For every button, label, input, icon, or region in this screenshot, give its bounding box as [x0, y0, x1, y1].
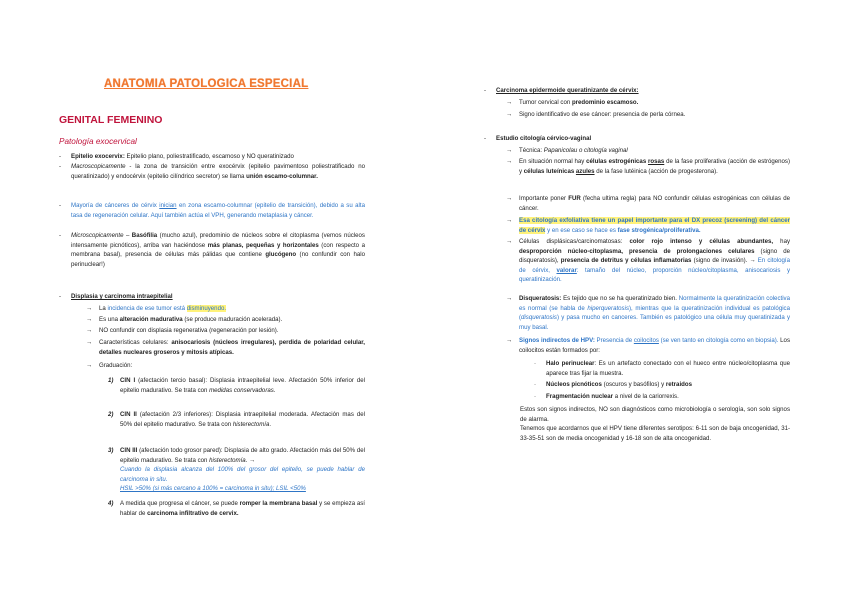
arrow-icon: →: [506, 158, 513, 165]
grade-number: 4): [108, 500, 114, 507]
dash-bullet: -: [59, 163, 62, 170]
item-blue-italic: disqueratosis: [521, 314, 557, 322]
item-italic: Papanicolau o citología vaginal: [543, 147, 628, 154]
arrow-icon: →: [506, 295, 513, 302]
page-title: ANATOMIA PATOLOGICA ESPECIAL: [104, 78, 309, 90]
item-blue-text: ), mientras que la queratinización individual es patológica (: [519, 304, 790, 322]
item-blue-text: (se ven tanto en citología como en biopsia).: [658, 337, 779, 344]
item-bold: FUR: [568, 195, 581, 202]
item-bold: desproporción núcleo-citoplasma, presencia de prolongaciones celulares: [519, 247, 755, 255]
carcinoma-heading: [484, 86, 790, 96]
arrow-icon: →: [506, 238, 513, 245]
grade-italic: histerectomía: [209, 456, 246, 464]
item-bold: células luteínicas: [523, 167, 576, 175]
item-blue-text: En citología de cérvix,: [519, 257, 791, 274]
arrow-icon: →: [86, 327, 93, 334]
dash-bullet: -: [59, 293, 62, 300]
arrow-item-alteracion: [86, 315, 365, 325]
item-text: En situación normal hay: [519, 158, 587, 165]
dash-bullet: -: [59, 202, 62, 209]
bullet-text: - la zona de transición entre exocérvix (epitelio pavimentoso poliestratificado no queratinizado) y endocérvix (epitelio cilíndrico secretor) se llama: [71, 163, 365, 180]
grade-text: y se empieza así hablar de: [120, 500, 365, 517]
item-text: La: [99, 305, 108, 312]
item-blue-text: incidencia de ese tumor está: [107, 305, 187, 312]
bullet-macroscopicamente: [59, 162, 365, 181]
arrow-item-situacion-normal: [506, 157, 790, 176]
subsection-heading: Patología exocervical: [59, 137, 137, 146]
arrow-icon: →: [506, 99, 513, 106]
item-bold: Núcleos picnóticos: [546, 381, 602, 388]
item-bold: predominio escamoso.: [571, 99, 639, 106]
bullet-text: (mucho azul), predominio de núcleos sobre el citoplasma (vemos núcleos intensamente picnóticos), arriba van haciéndose: [71, 232, 365, 249]
estudio-title: Estudio citología cérvico-vaginal: [496, 135, 592, 142]
bullet-text: Mayoría de cánceres de cérvix: [71, 202, 160, 209]
item-text: Células displásicas/carcinomatosas:: [519, 238, 630, 245]
arrow-item-incidencia: [86, 304, 365, 314]
coilocito-halo: [534, 359, 790, 378]
grade-end: .: [269, 420, 272, 428]
grade-italic: histerectomía: [232, 420, 270, 428]
item-bold: células estrogénicas: [586, 158, 649, 165]
grade-number: 1): [108, 377, 114, 384]
bullet-bold: unión escamo-columnar.: [246, 172, 318, 180]
item-bold: color rojo intenso y células abundantes,: [629, 238, 774, 245]
arrow-icon: →: [86, 362, 93, 369]
item-text: Características celulares:: [99, 339, 172, 346]
item-text: de la fase proliferativa (acción de estrógenos) y: [519, 158, 790, 175]
arrow-item-screening: [506, 216, 790, 235]
grade-text: (afectación 2/3 inferiores): Displasia intraepitelial moderada. Afectación mas del 50% del epitelio madurativo. Se trata con: [120, 411, 365, 428]
grade-label: CIN II: [120, 411, 137, 418]
item-bold: Disqueratosis:: [519, 295, 562, 302]
item-text: Tumor cervical con: [519, 99, 572, 106]
item-blue-text: ) y pasa mucho en canceres. También es patológico una célula muy queratinizada y muy basal.: [519, 314, 790, 331]
item-text: de la fase lutéinica (acción de progesterona).: [594, 167, 718, 175]
grade-label: CIN I: [120, 377, 136, 384]
displasia-title: Displasia y carcinoma intraepitelial: [71, 293, 173, 300]
item-highlight: disminuyendo.: [186, 305, 227, 312]
item-blue-text: Normalmente la queratinización colectiva es normal (se habla de: [519, 295, 790, 312]
arrow-item-fur: [506, 194, 790, 213]
grade-italic: medidas conservadoras.: [209, 386, 276, 394]
dot-bullet: ·: [534, 393, 537, 400]
grade-bold: romper la membrana basal: [239, 500, 318, 507]
item-bold: presencia de detritus y células inflamatorias: [560, 257, 692, 265]
dash-bullet: -: [484, 87, 487, 94]
bullet-text: (con respecto a membrana basal), presencia de células más pálidas que contiene: [71, 241, 365, 259]
coilocito-fragmentacion: [534, 392, 790, 402]
arrow-item-disqueratosis: [506, 294, 790, 332]
arrow-item-tumor: [506, 98, 790, 108]
paragraph-signos: [520, 405, 790, 424]
item-text: hay: [773, 238, 791, 245]
item-bold: Halo perinuclear: [546, 360, 595, 367]
arrow-item-celulas-displasicas: [506, 237, 790, 285]
item-blue-italic: hiperqueratosis: [587, 304, 630, 312]
arrow-item-no-confundir: [86, 326, 365, 336]
item-text: (se produce maduración acelerada).: [182, 316, 283, 323]
arrow-item-tecnica: [506, 146, 790, 156]
grade-label: CIN III: [120, 447, 138, 454]
item-bold-underlined: azules: [575, 167, 595, 175]
arrow-icon: →: [506, 111, 513, 118]
paragraph-text: Estos son signos indirectos, NO son diagnósticos como microbiología o serología, son solo signos de alarma.: [520, 406, 790, 423]
item-blue-text: Presencia de: [594, 337, 634, 344]
item-text: Signo identificativo de ese cáncer: presencia de perla córnea.: [519, 111, 686, 118]
item-text: (oscuros y basófilos) y: [601, 381, 666, 388]
grade-text: (afectación todo grosor pared): Displasia de alto grado. Afectación más del 50% del epitelio madurativo. Se trata con: [120, 447, 365, 464]
item-text: : Es un artefacto conectado con el hueco entre núcleo/citoplasma que aparece tras fijar la muestra.: [546, 360, 790, 377]
grade-number: 3): [108, 447, 114, 454]
item-bold: anisocariosis (núcleos irregulares), perdida de polaridad celular, detalles nucleares groseros y mitosis atípicas.: [99, 339, 365, 356]
item-bold-underlined: rosas: [648, 158, 665, 165]
bullet-microscopicamente: [59, 231, 365, 269]
bullet-mayoria: [59, 201, 365, 220]
estudio-heading: [484, 134, 790, 144]
grade-4: [108, 499, 365, 518]
bullet-bold: glucógeno: [265, 251, 297, 259]
item-text: Técnica:: [519, 147, 544, 154]
item-text: y en ese caso se hace es: [545, 226, 618, 234]
grade-cin-2: [108, 410, 365, 429]
dash-bullet: -: [59, 232, 62, 239]
dot-bullet: ·: [534, 360, 537, 367]
grade-text: (afectación tercio basal): Displasia intraepitelial leve. Afectación 50% inferior del epitelio madurativo. Se trata con: [120, 377, 365, 394]
coilocito-nucleos: [534, 380, 790, 390]
bullet-label: Epitelio exocervix:: [71, 153, 125, 160]
item-text: (fecha ultima regla) para NO confundir células estrogénicas con células de cáncer.: [519, 195, 790, 212]
bullet-text: (no confundir con halo perinuclear!): [71, 251, 365, 268]
item-blue-text: : tamaño del núcleo, proporción núcleo/citoplasma, anisocariosis y queratinización.: [519, 266, 790, 284]
item-text: (signo de invasión). →: [691, 257, 758, 265]
bullet-label: Microscopicamente: [71, 232, 124, 239]
grade-hsil-note: HSIL >50% (si más cercano a 100% = carcinoma in situ); LSIL <50%: [120, 485, 306, 493]
item-text: Los coilocitos están formados por:: [519, 337, 790, 354]
item-bold: retraidos: [665, 381, 692, 388]
dot-bullet: ·: [534, 381, 537, 388]
arrow-icon: →: [506, 337, 513, 344]
bullet-dash: –: [123, 232, 132, 239]
bullet-bold: Basófilia: [131, 232, 158, 239]
grade-cin-3: [108, 446, 365, 494]
arrow-icon: →: [506, 217, 513, 224]
grade-number: 2): [108, 411, 114, 418]
arrow-icon: →: [86, 305, 93, 312]
arrow-item-hpv: [506, 336, 790, 355]
bullet-epitelio: [59, 152, 365, 162]
item-bold: alteración madurativa: [119, 316, 183, 323]
arrow-icon: →: [506, 195, 513, 202]
item-text: (signo de disqueratosis),: [519, 247, 790, 265]
item-text: Importante poner: [519, 195, 569, 202]
paragraph-text: Tenemos que acordarnos que el HPV tiene diferentes serotipos: 6-11 son de baja oncogenidad, 31-33-35-51 son de media oncogenidad y 16-18 son de alta oncogenidad.: [520, 425, 790, 442]
bullet-underlined: inician: [159, 202, 177, 209]
displasia-heading: [59, 292, 365, 302]
item-text: Es una: [99, 316, 120, 323]
arrow-item-signo: [506, 110, 790, 120]
grade-cin-1: [108, 376, 365, 395]
carcinoma-title: Carcinoma epidermoide queratinizante de cérvix:: [496, 87, 639, 94]
arrow-icon: →: [506, 147, 513, 154]
bullet-label: Macroscopicamente: [71, 163, 126, 170]
dash-bullet: -: [484, 135, 487, 142]
bullet-text: en zona escamo-columnar (epitelio de transición), debido a su alta tasa de regeneración celular. Aquí también actúa el VPH, generando metaplasia y cáncer.: [71, 202, 365, 219]
arrow-item-caracteristicas: [86, 338, 365, 357]
item-blue-underlined: coilocitos: [633, 337, 659, 344]
item-blue-bold: Signos indirectos de HPV:: [519, 337, 595, 344]
bullet-text: Epitelio plano, poliestratificado, escamoso y NO queratinizado: [124, 153, 294, 160]
paragraph-serotipos: [520, 424, 790, 443]
dash-bullet: -: [59, 153, 62, 160]
arrow-icon: →: [86, 339, 93, 346]
item-text: a nivel de la cariorrexis.: [613, 393, 679, 400]
item-blue-underlined: valorar: [556, 266, 577, 274]
item-text: NO confundir con displasia regenerativa (regeneración por lesión).: [99, 327, 279, 334]
item-text: Graduación:: [99, 362, 133, 369]
arrow-item-graduacion: [86, 361, 365, 371]
item-text: Es tejido que no se ha queratinizado bien.: [561, 295, 679, 302]
arrow-icon: →: [86, 316, 93, 323]
bullet-bold: más planas, pequeñas y horizontales: [207, 241, 319, 249]
grade-note: Cuando la displasia alcanza del 100% del grosor del epitelio, se puede hablar de carcinoma in situ.: [120, 466, 365, 483]
item-bold: fase strogénica/proliferativa.: [617, 226, 701, 234]
item-highlight: Esa citología exfoliativa tiene un papel importante para el DX precoz (screening) del cáncer de cérvix: [519, 217, 790, 234]
grade-bold: carcinoma infiltrativo de cervix.: [147, 509, 239, 517]
grade-end: . →: [245, 456, 256, 464]
grade-text: A medida que progresa el cáncer, se puede: [120, 500, 240, 507]
section-heading: GENITAL FEMENINO: [59, 114, 163, 126]
item-bold: Fragmentación nuclear: [546, 393, 614, 400]
